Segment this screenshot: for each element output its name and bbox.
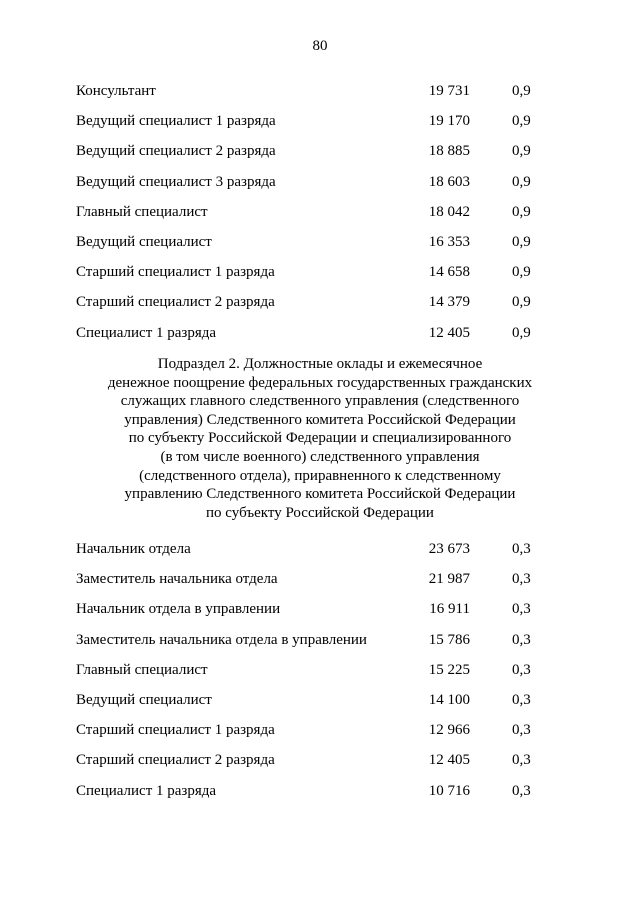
coefficient-value: 0,9 — [512, 324, 531, 341]
table-row — [76, 751, 546, 781]
section-heading-line: Подраздел 2. Должностные оклады и ежемесячное — [157, 356, 483, 372]
section-heading — [60, 355, 580, 522]
position-title: Ведущий специалист 3 разряда — [76, 173, 276, 190]
position-title: Консультант — [76, 83, 156, 99]
position-title: Ведущий специалист 1 разряда — [76, 113, 276, 130]
salary-value: 14 379 — [428, 294, 470, 311]
salary-table-2 — [76, 540, 546, 812]
table-row — [76, 540, 546, 570]
table-row — [76, 233, 546, 263]
salary-value: 14 100 — [428, 691, 470, 708]
salary-value: 19 170 — [428, 113, 470, 130]
coefficient-value: 0,3 — [512, 691, 531, 708]
coefficient-value: 0,3 — [512, 571, 531, 588]
position-title: Старший специалист 1 разряда — [76, 722, 275, 739]
position-title: Начальник отдела — [76, 541, 191, 557]
table-row — [76, 293, 546, 323]
table-row — [76, 82, 546, 112]
section-heading-line: управлению Следственного комитета Российской Федерации — [124, 486, 516, 503]
position-title: Заместитель начальника отдела — [76, 571, 278, 588]
position-title: Старший специалист 2 разряда — [76, 294, 275, 311]
table-row — [76, 112, 546, 142]
position-title: Ведущий специалист 2 разряда — [76, 143, 276, 160]
table-row — [76, 203, 546, 233]
position-title: Главный специалист — [76, 203, 208, 220]
section-heading-line: служащих главного следственного управления (следственного — [120, 393, 520, 410]
position-title: Заместитель начальника отдела в управлении — [76, 631, 367, 648]
section-heading-line: (следственного отдела), приравненного к следственному — [139, 467, 501, 484]
salary-value: 23 673 — [428, 541, 470, 557]
salary-value: 12 405 — [428, 752, 470, 769]
salary-value: 10 716 — [428, 782, 470, 799]
salary-value: 18 042 — [428, 203, 470, 220]
table-row — [76, 782, 546, 812]
salary-value: 18 885 — [428, 143, 470, 160]
salary-value: 16 911 — [429, 601, 470, 618]
coefficient-value: 0,9 — [512, 113, 531, 130]
salary-value: 12 405 — [428, 324, 470, 341]
position-title: Старший специалист 2 разряда — [76, 752, 275, 769]
salary-value: 19 731 — [428, 83, 470, 99]
position-title: Ведущий специалист — [76, 233, 212, 250]
salary-table-1 — [76, 82, 546, 354]
page-number: 80 — [312, 38, 328, 54]
salary-value: 16 353 — [428, 233, 470, 250]
section-heading-line: по субъекту Российской Федерации и специализированного — [128, 430, 512, 447]
coefficient-value: 0,3 — [512, 631, 531, 648]
section-heading-line: денежное поощрение федеральных государственных гражданских — [107, 374, 533, 391]
table-row — [76, 721, 546, 751]
coefficient-value: 0,9 — [512, 294, 531, 311]
coefficient-value: 0,3 — [512, 752, 531, 769]
coefficient-value: 0,9 — [512, 173, 531, 190]
table-row — [76, 142, 546, 172]
coefficient-value: 0,9 — [512, 264, 531, 281]
salary-value: 12 966 — [428, 722, 470, 739]
position-title: Ведущий специалист — [76, 691, 212, 708]
position-title: Главный специалист — [76, 661, 208, 678]
table-row — [76, 661, 546, 691]
table-row — [76, 263, 546, 293]
coefficient-value: 0,9 — [512, 143, 531, 160]
coefficient-value: 0,9 — [512, 83, 531, 99]
section-heading-line: по субъекту Российской Федерации — [206, 504, 434, 521]
position-title: Специалист 1 разряда — [76, 782, 217, 799]
table-row — [76, 324, 546, 354]
section-heading-line: управления) Следственного комитета Российской Федерации — [124, 411, 516, 428]
coefficient-value: 0,3 — [512, 601, 531, 618]
table-row — [76, 691, 546, 721]
coefficient-value: 0,3 — [512, 782, 531, 799]
coefficient-value: 0,3 — [512, 722, 531, 739]
salary-value: 21 987 — [428, 571, 470, 588]
table-row — [76, 600, 546, 630]
position-title: Старший специалист 1 разряда — [76, 264, 275, 281]
table-row — [76, 631, 546, 661]
section-heading-line: (в том числе военного) следственного управления — [160, 448, 480, 465]
table-row — [76, 570, 546, 600]
table-row — [76, 173, 546, 203]
salary-value: 15 786 — [428, 631, 470, 648]
salary-value: 18 603 — [428, 173, 470, 190]
salary-value: 15 225 — [428, 661, 470, 678]
coefficient-value: 0,9 — [512, 203, 531, 220]
position-title: Начальник отдела в управлении — [76, 601, 281, 618]
coefficient-value: 0,3 — [512, 661, 531, 678]
coefficient-value: 0,3 — [512, 541, 531, 557]
salary-value: 14 658 — [428, 264, 470, 281]
position-title: Специалист 1 разряда — [76, 324, 217, 341]
coefficient-value: 0,9 — [512, 233, 531, 250]
